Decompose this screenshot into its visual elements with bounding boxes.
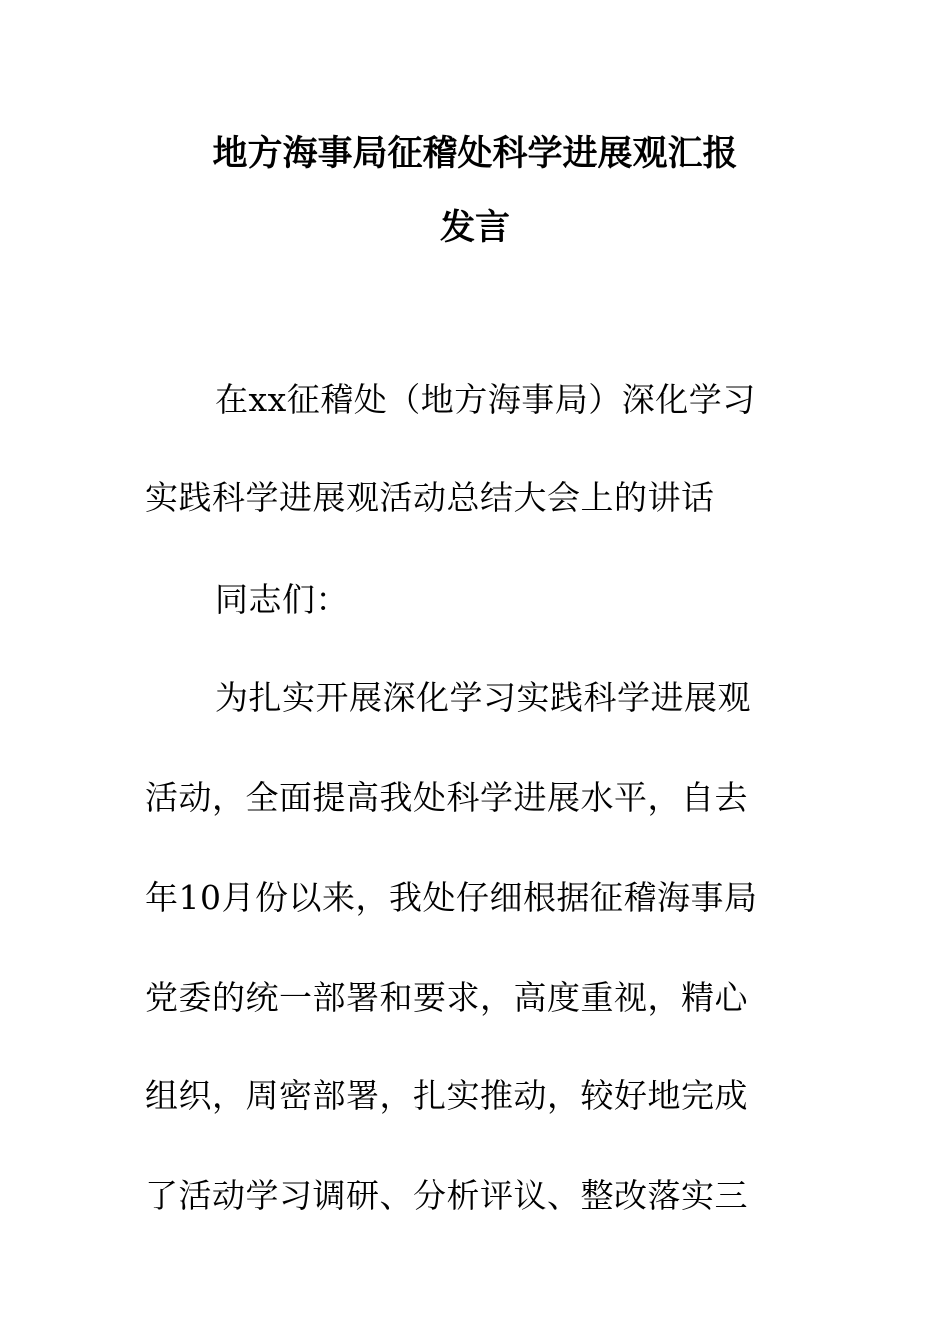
- salutation: 同志们：: [215, 580, 349, 619]
- document-title-line-2: 发言: [439, 207, 510, 248]
- body-line-5: 年10月份以来，我处仔细根据征稽海事局: [145, 878, 758, 917]
- body-line-4: 活动，全面提高我处科学进展水平，自去: [145, 778, 748, 817]
- document-title-line-1: 地方海事局征稽处科学进展观汇报: [212, 133, 738, 174]
- body-line-3: 为扎实开展深化学习实践科学进展观: [215, 678, 751, 717]
- body-line-6: 党委的统一部署和要求，高度重视，精心: [145, 978, 748, 1017]
- body-line-8: 了活动学习调研、分析评议、整改落实三: [145, 1176, 748, 1215]
- body-line-1: 在xx征稽处（地方海事局）深化学习: [215, 380, 756, 419]
- body-line-7: 组织，周密部署，扎实推动，较好地完成: [145, 1076, 748, 1115]
- body-line-2: 实践科学进展观活动总结大会上的讲话: [145, 478, 715, 517]
